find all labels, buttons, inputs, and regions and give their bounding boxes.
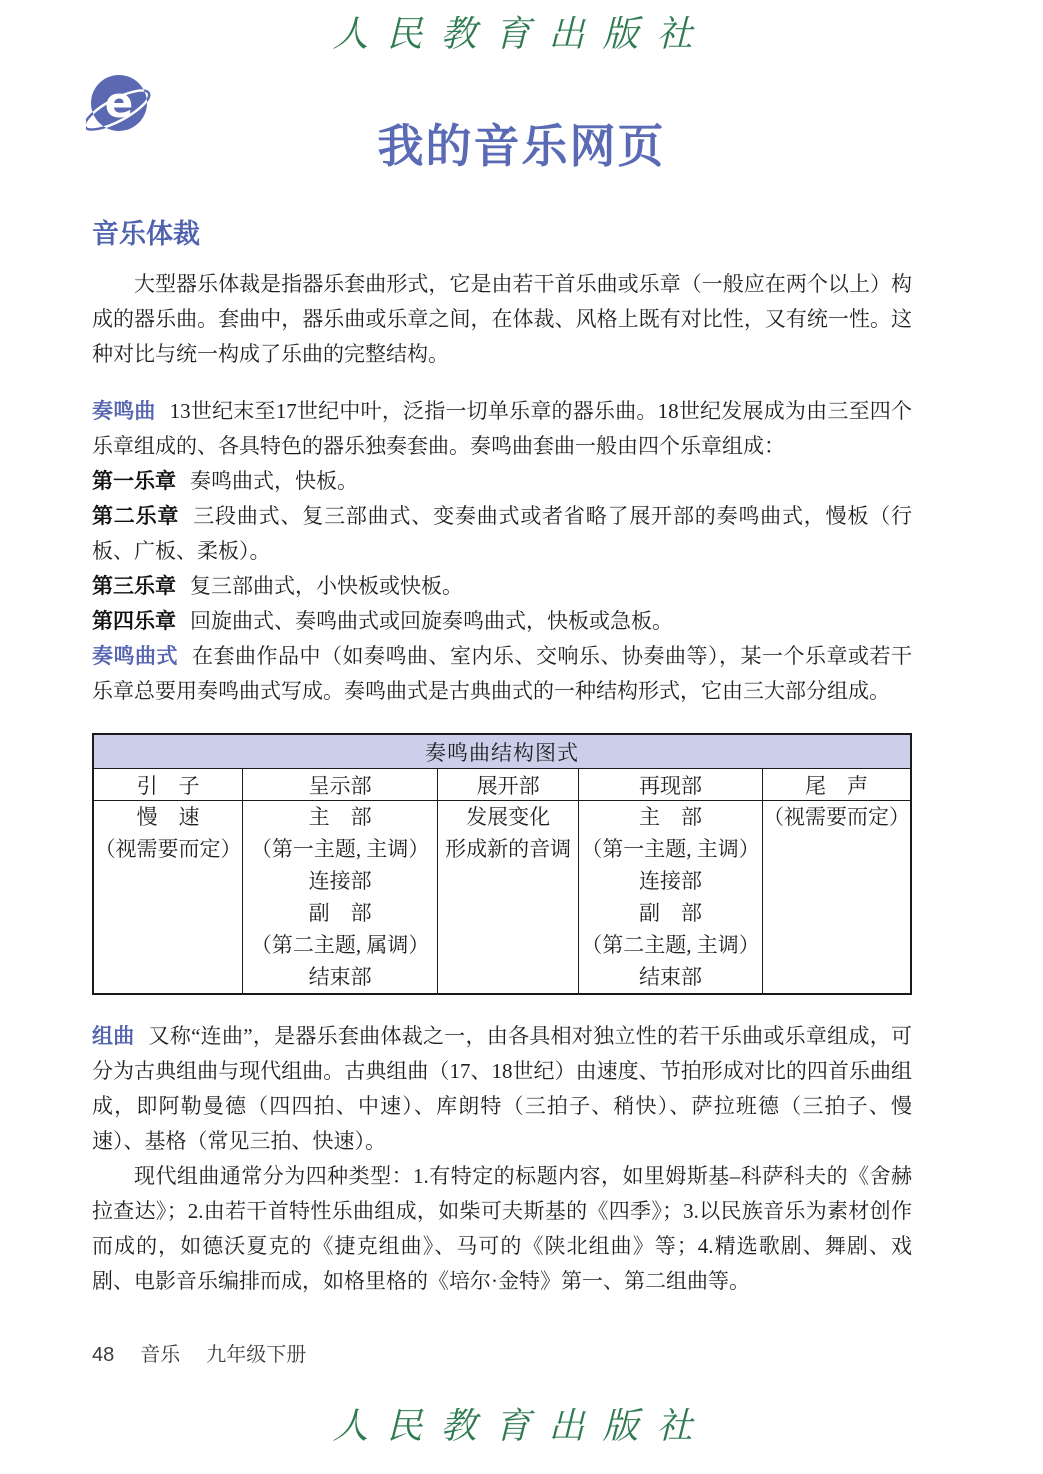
table-body-row <box>93 801 911 995</box>
section-heading: 音乐体裁 <box>92 219 200 249</box>
cell-line <box>763 865 910 897</box>
cell-line <box>763 961 910 993</box>
suite-section <box>92 1019 912 1299</box>
cell-line: 结束部 <box>639 965 703 989</box>
entry-term: 第三乐章 <box>92 575 176 598</box>
entry-term: 第四乐章 <box>92 610 176 633</box>
publisher-watermark-bottom: 人民教育出版社 <box>332 1406 711 1447</box>
cell-line: 结束部 <box>308 965 372 989</box>
entry-suite <box>92 1019 912 1159</box>
cell-intro <box>93 801 243 995</box>
cell-line: （视需要而定） <box>94 837 242 861</box>
sonata-structure-table <box>92 733 912 995</box>
publisher-watermark-top: 人民教育出版社 <box>332 14 711 55</box>
entry-movement-2 <box>92 499 912 569</box>
cell-line <box>94 961 242 993</box>
column-header-development: 展开部 <box>438 769 579 801</box>
cell-line: 主 部 <box>639 805 703 829</box>
cell-line: 副 部 <box>308 901 372 925</box>
cell-line: 发展变化 <box>466 805 551 829</box>
table-title: 奏鸣曲结构图式 <box>93 734 911 769</box>
cell-line: 形成新的音调 <box>445 837 572 861</box>
column-header-coda: 尾 声 <box>762 769 911 801</box>
cell-line: （视需要而定） <box>762 805 910 829</box>
cell-line: 连接部 <box>308 869 372 893</box>
entry-text: 奏鸣曲式，快板。 <box>190 469 358 493</box>
entry-sonata-form <box>92 639 912 709</box>
column-header-recapitulation: 再现部 <box>579 769 763 801</box>
column-header-intro: 引 子 <box>93 769 243 801</box>
entry-term: 组曲 <box>92 1025 135 1048</box>
entry-term: 第一乐章 <box>92 470 176 493</box>
cell-line: （第一主题, 主调） <box>250 837 430 861</box>
page-title: 我的音乐网页 <box>377 120 666 172</box>
entry-text: 13世纪末至17世纪中叶，泛指一切单乐章的器乐曲。18世纪发展成为由三至四个乐章组成的、各具特色的器乐独奏套曲。奏鸣曲套曲一般由四个乐章组成： <box>92 399 913 458</box>
entry-sonata <box>92 394 912 464</box>
column-header-exposition: 呈示部 <box>243 769 438 801</box>
entry-text: 复三部曲式，小快板或快板。 <box>190 574 463 598</box>
entry-term: 奏鸣曲 <box>92 400 156 423</box>
footer-subject: 音乐 <box>140 1344 181 1366</box>
cell-line: 副 部 <box>639 901 703 925</box>
cell-line <box>763 833 910 865</box>
entry-movement-1 <box>92 464 912 499</box>
logo-letter: e <box>104 78 134 127</box>
cell-line: 主 部 <box>308 805 372 829</box>
cell-development <box>438 801 579 995</box>
footer-volume: 九年级下册 <box>206 1344 307 1366</box>
cell-line <box>763 897 910 929</box>
cell-line: （第一主题, 主调） <box>581 837 760 861</box>
page-number: 48 <box>92 1344 115 1366</box>
cell-coda <box>762 801 911 995</box>
entry-text: 回旋曲式、奏鸣曲式或回旋奏鸣曲式，快板或急板。 <box>190 609 673 633</box>
cell-exposition <box>243 801 438 995</box>
cell-line <box>438 961 578 993</box>
entry-text: 又称“连曲”，是器乐套曲体裁之一，由各具相对独立性的若干乐曲或乐章组成，可分为古典组曲与现代组曲。古典组曲（17、18世纪）由速度、节拍形成对比的四首乐曲组成，即阿勒曼德（四四拍、中速）、库朗特（三拍子、稍快）、萨拉班德（三拍子、慢速）、基格（常见三拍、快速）。 <box>92 1024 912 1153</box>
entry-movement-4 <box>92 604 912 639</box>
main-content <box>92 212 912 1299</box>
cell-line <box>763 929 910 961</box>
cell-line: 连接部 <box>639 869 703 893</box>
entry-movement-3 <box>92 569 912 604</box>
modern-suite-paragraph: 现代组曲通常分为四种类型：1.有特定的标题内容，如里姆斯基–科萨科夫的《舍赫拉查达》；2.由若干首特性乐曲组成，如柴可夫斯基的《四季》；3.以民族音乐为素材创作而成的，如德沃夏克的《捷克组曲》、马可的《陕北组曲》等；4.精选歌剧、舞剧、戏剧、电影音乐编排而成，如格里格的《培尔·金特》第一、第二组曲等。 <box>92 1164 912 1293</box>
entry-term: 奏鸣曲式 <box>92 645 178 668</box>
cell-line <box>94 929 242 961</box>
entry-term: 第二乐章 <box>92 505 180 528</box>
cell-line: （第二主题, 主调） <box>581 933 760 957</box>
cell-line <box>438 897 578 929</box>
cell-line <box>94 897 242 929</box>
page-footer <box>92 1338 306 1367</box>
glossary-entries <box>92 394 912 709</box>
cell-line <box>438 929 578 961</box>
cell-recapitulation <box>579 801 763 995</box>
entry-text: 在套曲作品中（如奏鸣曲、室内乐、交响乐、协奏曲等），某一个乐章或若干乐章总要用奏鸣曲式写成。奏鸣曲式是古典曲式的一种结构形式，它由三大部分组成。 <box>92 644 912 703</box>
cell-line: （第二主题, 属调） <box>250 933 430 957</box>
intro-paragraph: 大型器乐体裁是指器乐套曲形式，它是由若干首乐曲或乐章（一般应在两个以上）构成的器乐曲。套曲中，器乐曲或乐章之间，在体裁、风格上既有对比性，又有统一性。这种对比与统一构成了乐曲的完整结构。 <box>92 272 912 366</box>
cell-line: 慢 速 <box>136 805 200 829</box>
cell-line <box>94 865 242 897</box>
cell-line <box>438 865 578 897</box>
entry-text: 三段曲式、复三部曲式、变奏曲式或者省略了展开部的奏鸣曲式，慢板（行板、广板、柔板）。 <box>92 504 913 563</box>
